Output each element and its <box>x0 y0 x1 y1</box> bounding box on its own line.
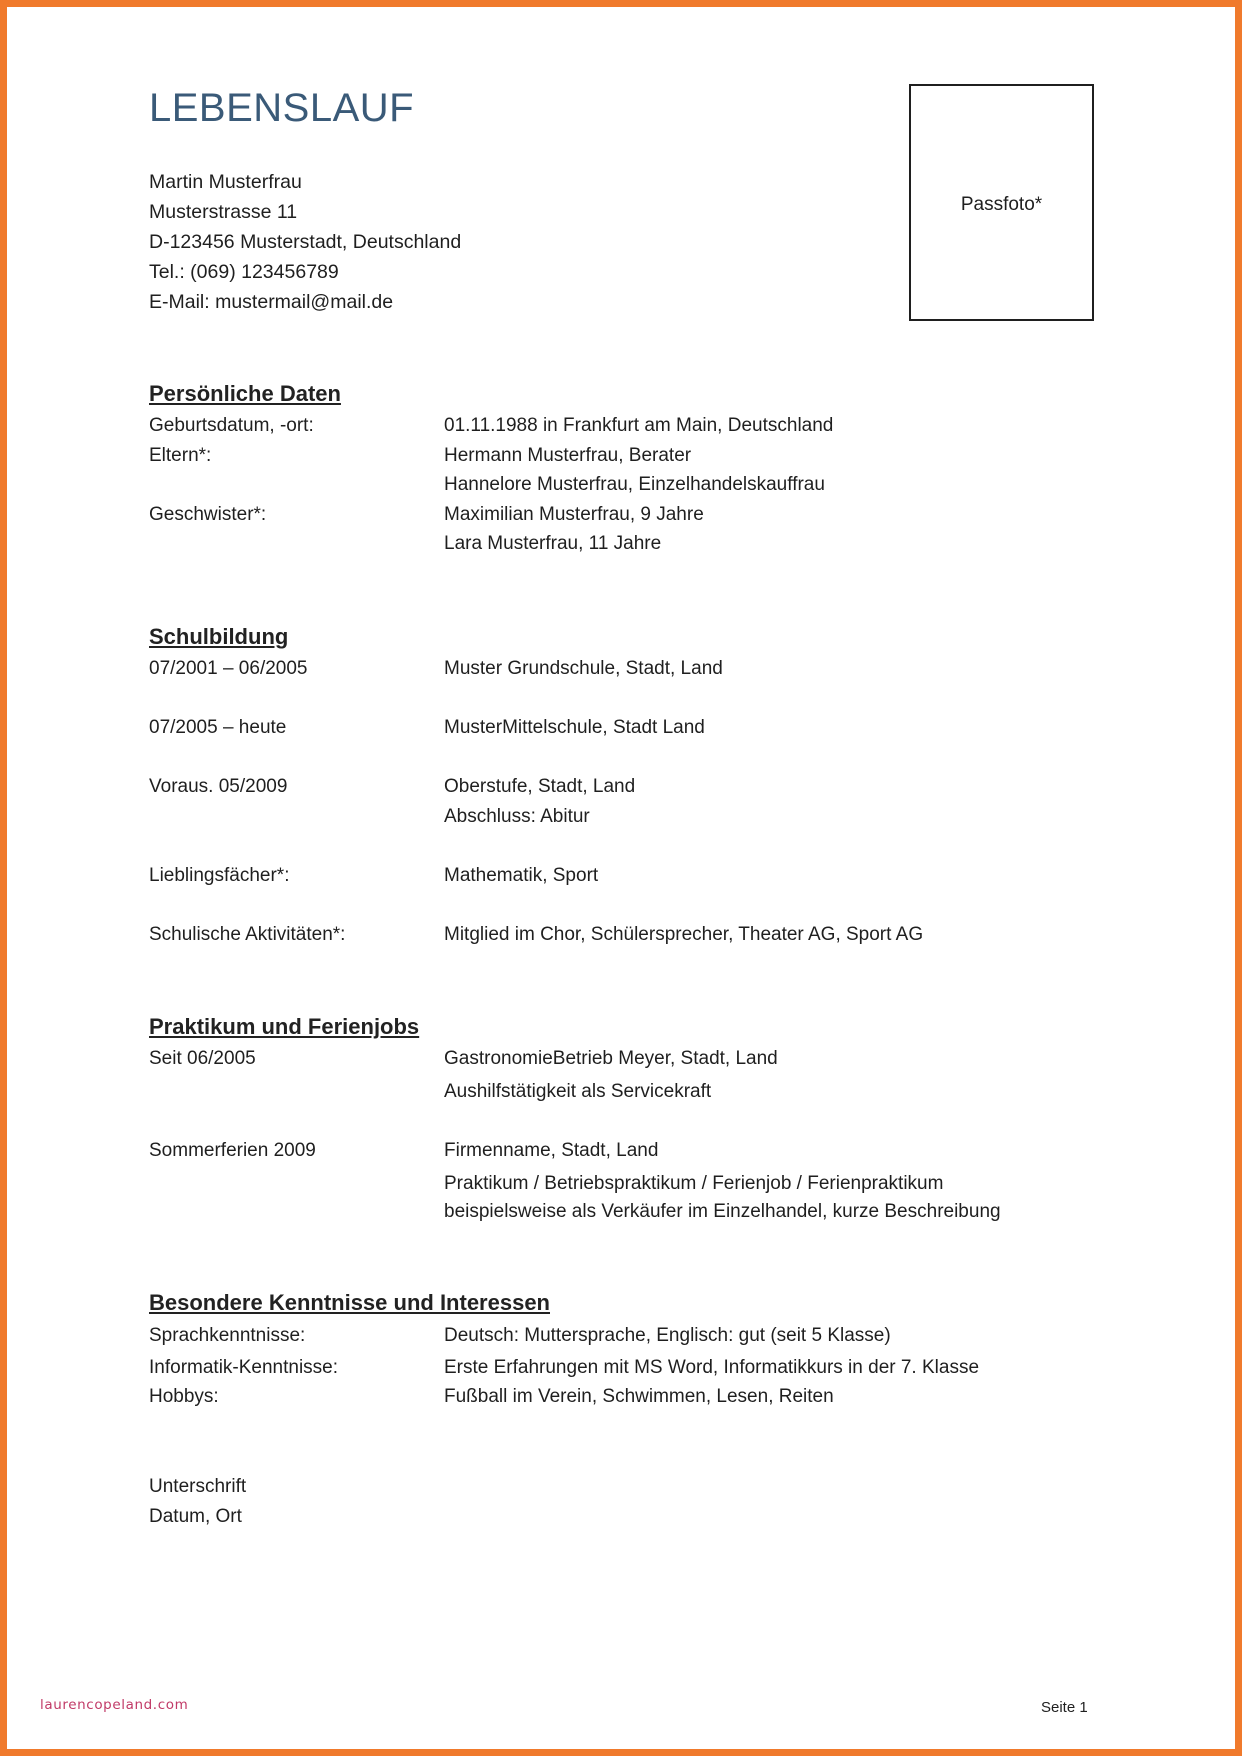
school-period-2: 07/2005 – heute <box>149 717 287 738</box>
passport-photo-label: Passfoto* <box>960 194 1043 215</box>
favorites-label: Lieblingsfächer*: <box>149 865 290 886</box>
languages-value: Deutsch: Muttersprache, Englisch: gut (seit 5 Klasse) <box>444 1325 891 1346</box>
siblings-label: Geschwister*: <box>149 504 267 525</box>
it-skills-value: Erste Erfahrungen mit MS Word, Informatikkurs in der 7. Klasse <box>444 1357 980 1378</box>
languages-label: Sprachkenntnisse: <box>149 1325 306 1346</box>
internship-role-2-line-1: Praktikum / Betriebspraktikum / Ferienjob / Ferienpraktikum <box>444 1173 944 1194</box>
internship-employer-2: Firmenname, Stadt, Land <box>444 1140 659 1161</box>
school-name-1: Muster Grundschule, Stadt, Land <box>444 658 723 679</box>
internship-role-2-line-2: beispielsweise als Verkäufer im Einzelhandel, kurze Beschreibung <box>444 1201 1001 1222</box>
birth-label: Geburtsdatum, -ort: <box>149 415 314 436</box>
contact-email: E-Mail: mustermail@mail.de <box>149 291 394 313</box>
section-heading-internship: Praktikum und Ferienjobs <box>149 1014 420 1039</box>
it-skills-label: Informatik-Kenntnisse: <box>149 1357 339 1378</box>
page-number: Seite 1 <box>1041 1699 1088 1716</box>
hobbies-value: Fußball im Verein, Schwimmen, Lesen, Reiten <box>444 1386 834 1407</box>
school-detail-3: Abschluss: Abitur <box>444 806 590 827</box>
contact-city: D-123456 Musterstadt, Deutschland <box>149 231 462 253</box>
parents-label: Eltern*: <box>149 445 212 466</box>
internship-period-1: Seit 06/2005 <box>149 1048 256 1069</box>
school-name-3: Oberstufe, Stadt, Land <box>444 776 636 797</box>
birth-value: 01.11.1988 in Frankfurt am Main, Deutschland <box>444 415 834 436</box>
parent-1: Hermann Musterfrau, Berater <box>444 445 692 466</box>
sibling-1: Maximilian Musterfrau, 9 Jahre <box>444 504 704 525</box>
passport-photo-placeholder <box>909 84 1094 321</box>
activities-label: Schulische Aktivitäten*: <box>149 924 346 945</box>
section-heading-school: Schulbildung <box>149 624 289 649</box>
watermark-logo: laurencopeland.com <box>40 1697 189 1713</box>
hobbies-label: Hobbys: <box>149 1386 219 1407</box>
sibling-2: Lara Musterfrau, 11 Jahre <box>444 533 662 554</box>
internship-employer-1: GastronomieBetrieb Meyer, Stadt, Land <box>444 1048 778 1069</box>
activities-value: Mitglied im Chor, Schülersprecher, Theater AG, Sport AG <box>444 924 924 945</box>
date-place-label: Datum, Ort <box>149 1506 242 1527</box>
section-heading-skills: Besondere Kenntnisse und Interessen <box>149 1290 550 1315</box>
school-period-3: Voraus. 05/2009 <box>149 776 288 797</box>
section-heading-personal: Persönliche Daten <box>149 381 341 406</box>
parent-2: Hannelore Musterfrau, Einzelhandelskauffrau <box>444 474 825 495</box>
internship-role-1: Aushilfstätigkeit als Servicekraft <box>444 1081 712 1102</box>
contact-name: Martin Musterfrau <box>149 171 302 193</box>
internship-period-2: Sommerferien 2009 <box>149 1140 316 1161</box>
contact-phone: Tel.: (069) 123456789 <box>149 261 339 283</box>
page-title: LEBENSLAUF <box>149 86 415 130</box>
contact-street: Musterstrasse 11 <box>149 201 298 223</box>
favorites-value: Mathematik, Sport <box>444 865 599 886</box>
school-period-1: 07/2001 – 06/2005 <box>149 658 308 679</box>
signature-label: Unterschrift <box>149 1476 247 1497</box>
school-name-2: MusterMittelschule, Stadt Land <box>444 717 705 738</box>
